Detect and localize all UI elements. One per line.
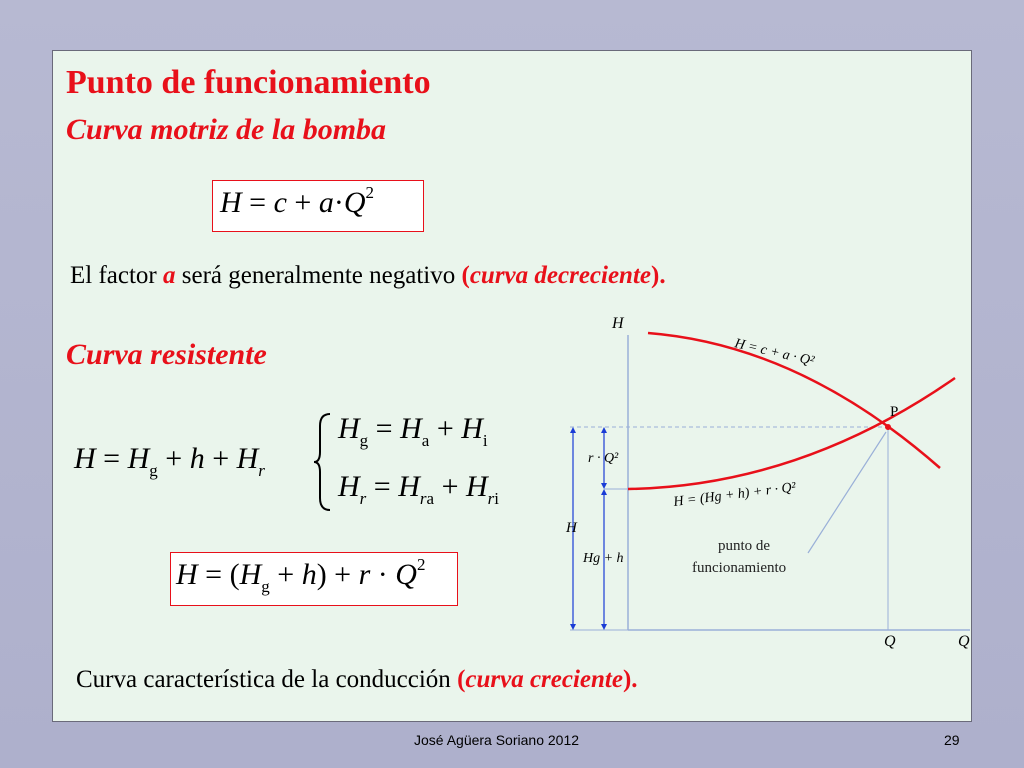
paragraph-conduccion: Curva característica de la conducción (curva creciente). bbox=[76, 666, 638, 693]
page-title: Punto de funcionamiento bbox=[66, 64, 431, 101]
point-label: P bbox=[890, 404, 899, 420]
equation-system-1: $H_g = H_a + H_i$ bbox=[338, 412, 488, 450]
footer-author: José Agüera Soriano 2012 bbox=[414, 732, 580, 748]
y-axis-label: H bbox=[612, 315, 624, 332]
equation-system-2: $H_r = H_{ra} + H_{ri}$ bbox=[338, 470, 500, 508]
equation-motriz: $H = c + a\cdot Q^2$ bbox=[220, 183, 375, 219]
paragraph-factor: El factor a será generalmente negativo (curva decreciente). bbox=[70, 262, 666, 289]
curve-resistente bbox=[628, 378, 955, 489]
curve-resistente-label: H = (Hg + h) + r · Q² bbox=[672, 480, 797, 510]
note-line-2: funcionamiento bbox=[692, 560, 787, 576]
q-point-label: Q bbox=[884, 633, 896, 650]
section-title-motriz: Curva motriz de la bomba bbox=[66, 113, 387, 146]
section-title-resistente: Curva resistente bbox=[66, 338, 267, 371]
equation-resistente-final: $H = (H_g + h) + r \cdot Q^2$ bbox=[176, 555, 426, 596]
dim-H-label: H bbox=[566, 520, 577, 536]
equation-resistente: $H = H_g + h + H_r$ bbox=[74, 442, 265, 480]
dim-rQ2-label: r · Q² bbox=[588, 451, 619, 466]
x-axis-label: Q bbox=[958, 633, 970, 650]
operating-point bbox=[885, 424, 891, 430]
note-line-1: punto de bbox=[718, 538, 771, 554]
curve-motriz-label: H = c + a · Q² bbox=[733, 336, 816, 370]
dim-Hgh-label: Hg + h bbox=[583, 551, 624, 566]
footer-page-number: 29 bbox=[944, 732, 960, 748]
